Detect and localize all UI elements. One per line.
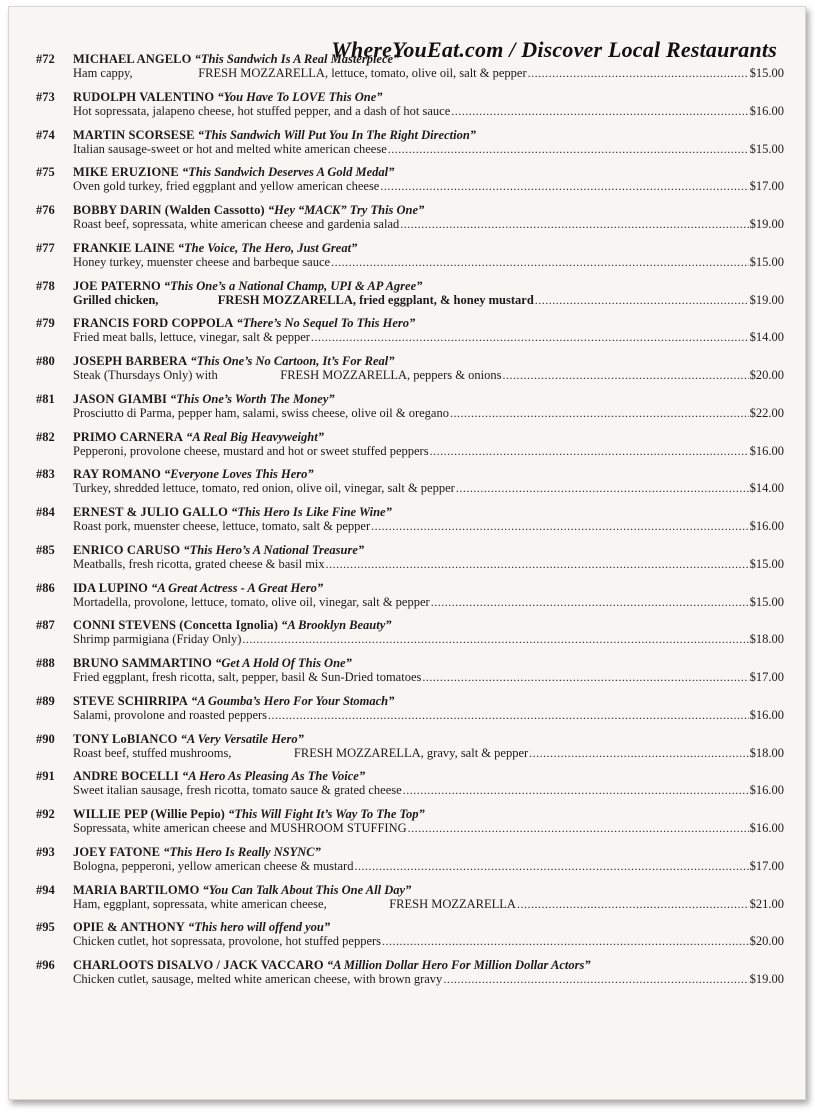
item-slogan: “This One’s No Cartoon, It’s For Real” — [190, 354, 395, 368]
item-detail — [73, 595, 784, 609]
dot-leader — [443, 972, 748, 986]
item-name: PRIMO CARNERA — [73, 429, 183, 444]
item-price: $16.00 — [749, 821, 784, 835]
item-number: #93 — [36, 844, 55, 859]
item-slogan: “This Hero Is Like Fine Wine” — [231, 505, 392, 519]
item-name: TONY LoBIANCO — [73, 731, 178, 746]
menu-item — [0, 883, 815, 921]
item-price: $16.00 — [749, 443, 784, 458]
item-heading — [73, 732, 785, 746]
item-slogan: “A Great Actress - A Great Hero” — [151, 580, 324, 595]
item-heading — [73, 279, 785, 293]
item-heading — [73, 807, 785, 821]
site-watermark: WhereYouEat.com / Discover Local Restaurants — [331, 37, 777, 62]
menu-item — [0, 694, 815, 732]
item-name: JASON GIAMBI — [73, 391, 167, 406]
item-price: $18.00 — [749, 632, 784, 647]
item-name: ANDRE BOCELLI — [73, 769, 179, 784]
menu-item — [0, 203, 815, 241]
item-heading — [73, 883, 785, 897]
item-price: $19.00 — [749, 292, 784, 307]
item-heading — [73, 392, 785, 406]
item-price: $20.00 — [749, 368, 784, 382]
item-number: #94 — [36, 882, 55, 897]
dot-leader — [422, 670, 748, 684]
item-heading — [73, 581, 785, 595]
menu-item — [0, 807, 815, 845]
item-description: Fried meat balls, lettuce, vinegar, salt & pepper — [73, 330, 310, 345]
item-slogan: “This hero will offend you” — [187, 920, 331, 935]
item-number: #89 — [36, 693, 55, 708]
item-detail — [73, 179, 784, 193]
item-detail — [73, 444, 784, 458]
item-name: BOBBY DARIN (Walden Cassotto) — [73, 203, 265, 217]
item-name: JOEY FATONE — [73, 844, 161, 859]
item-number: #84 — [36, 505, 55, 519]
item-detail — [73, 783, 784, 797]
menu-item — [0, 354, 815, 392]
item-name: STEVE SCHIRRIPA — [73, 693, 188, 708]
item-price: $14.00 — [749, 330, 784, 345]
dot-leader — [371, 519, 748, 533]
item-detail — [73, 104, 784, 118]
item-price: $19.00 — [749, 217, 784, 231]
item-slogan: “You Can Talk About This One All Day” — [202, 882, 412, 897]
item-detail — [73, 859, 784, 873]
item-description: Hot sopressata, jalapeno cheese, hot stuffed pepper, and a dash of hot sauce — [73, 103, 451, 118]
dot-leader — [528, 66, 749, 80]
item-price: $15.00 — [749, 556, 784, 571]
item-price: $18.00 — [749, 745, 784, 760]
item-detail — [73, 897, 784, 911]
item-description: Fried eggplant, fresh ricotta, salt, pepper, basil & Sun-Dried tomatoes — [73, 670, 422, 684]
item-slogan: “This Will Fight It’s Way To The Top” — [228, 807, 425, 821]
item-heading — [73, 316, 785, 330]
item-detail — [73, 632, 784, 646]
item-detail — [73, 934, 784, 948]
item-slogan: “Hey “MACK” Try This One” — [267, 203, 425, 217]
item-detail — [73, 481, 784, 495]
item-name: CONNI STEVENS (Concetta Ignolia) — [73, 618, 278, 633]
item-slogan: “This One’s a National Champ, UPI & AP Agree” — [163, 278, 423, 293]
item-name: FRANKIE LAINE — [73, 240, 175, 255]
item-description: Sweet italian sausage, fresh ricotta, tomato sauce & grated cheese — [73, 783, 402, 798]
item-price: $22.00 — [749, 405, 784, 420]
item-number: #75 — [36, 165, 55, 180]
item-slogan: “This One’s Worth The Money” — [170, 391, 335, 406]
item-number: #78 — [36, 278, 55, 293]
item-name: MICHAEL ANGELO — [73, 52, 192, 66]
item-heading — [73, 128, 785, 142]
item-slogan: “A Million Dollar Hero For Million Dollar Actors” — [326, 958, 591, 972]
item-number: #91 — [36, 769, 55, 784]
item-heading — [73, 845, 785, 859]
menu-item — [0, 618, 815, 656]
item-detail — [73, 66, 784, 80]
item-detail — [73, 519, 784, 533]
item-description: Roast pork, muenster cheese, lettuce, tomato, salt & pepper — [73, 519, 371, 533]
item-detail — [73, 557, 784, 571]
item-name: OPIE & ANTHONY — [73, 920, 185, 935]
item-heading — [73, 618, 785, 632]
item-number: #85 — [36, 542, 55, 557]
dot-leader — [456, 481, 749, 495]
item-name: MARIA BARTILOMO — [73, 882, 200, 897]
item-number: #80 — [36, 354, 55, 368]
item-price: $17.00 — [749, 179, 784, 194]
dot-leader — [535, 293, 749, 307]
item-description: Chicken cutlet, sausage, melted white american cheese, with brown gravy — [73, 972, 443, 986]
item-price: $15.00 — [749, 141, 784, 156]
item-description: Shrimp parmigiana (Friday Only) — [73, 632, 242, 647]
item-heading — [73, 694, 785, 708]
dot-leader — [431, 595, 749, 609]
item-number: #73 — [36, 89, 55, 104]
item-price: $16.00 — [749, 783, 784, 798]
item-heading — [73, 920, 785, 934]
menu-item — [0, 165, 815, 203]
menu-item — [0, 467, 815, 505]
item-slogan: “This Hero’s A National Treasure” — [183, 542, 365, 557]
menu-item — [0, 90, 815, 128]
item-description: Italian sausage-sweet or hot and melted white american cheese — [73, 141, 387, 156]
item-price: $16.00 — [749, 707, 784, 722]
item-description: Ham cappy, FRESH MOZZARELLA, lettuce, tomato, olive oil, salt & pepper — [73, 66, 527, 80]
menu-item — [0, 128, 815, 166]
item-slogan: “A Very Versatile Hero” — [180, 731, 304, 746]
item-description: Mortadella, provolone, lettuce, tomato, olive oil, vinegar, salt & pepper — [73, 594, 430, 609]
item-slogan: “This Sandwich Deserves A Gold Medal” — [181, 165, 395, 180]
item-price: $15.00 — [749, 594, 784, 609]
item-detail — [73, 142, 784, 156]
menu-item — [0, 430, 815, 468]
item-description: Meatballs, fresh ricotta, grated cheese & basil mix — [73, 556, 325, 571]
item-name: CHARLOOTS DISALVO / JACK VACCARO — [73, 958, 324, 972]
dot-leader — [268, 708, 749, 722]
item-slogan: “A Real Big Heavyweight” — [186, 429, 324, 444]
menu-item — [0, 656, 815, 694]
item-number: #79 — [36, 316, 55, 331]
item-heading — [73, 90, 785, 104]
item-price: $17.00 — [749, 858, 784, 873]
dot-leader — [311, 330, 749, 344]
item-heading — [73, 467, 785, 481]
item-slogan: “A Hero As Pleasing As The Voice” — [181, 769, 366, 784]
item-description: Pepperoni, provolone cheese, mustard and hot or sweet stuffed peppers — [73, 443, 429, 458]
item-name: WILLIE PEP (Willie Pepio) — [73, 807, 225, 821]
menu-item — [0, 543, 815, 581]
item-price: $14.00 — [749, 481, 784, 496]
item-price: $19.00 — [749, 972, 784, 986]
item-heading — [73, 656, 785, 670]
item-detail — [73, 217, 784, 231]
item-number: #72 — [36, 52, 55, 66]
item-number: #81 — [36, 391, 55, 406]
item-detail — [73, 406, 784, 420]
item-number: #74 — [36, 127, 55, 142]
menu-list — [0, 52, 815, 996]
menu-item — [0, 769, 815, 807]
menu-item — [0, 505, 815, 543]
item-description: Grilled chicken, FRESH MOZZARELLA, fried eggplant, & honey mustard — [73, 292, 534, 307]
item-number: #90 — [36, 731, 55, 746]
item-price: $16.00 — [749, 103, 784, 118]
item-heading — [73, 52, 785, 66]
menu-item — [0, 392, 815, 430]
item-description: Oven gold turkey, fried eggplant and yellow american cheese — [73, 179, 380, 194]
item-description: Sopressata, white american cheese and MUSHROOM STUFFING — [73, 821, 407, 835]
item-slogan: “Get A Hold Of This One” — [215, 656, 352, 670]
dot-leader — [430, 444, 749, 458]
item-slogan: “This Sandwich Will Put You In The Right Direction” — [197, 127, 477, 142]
item-name: MIKE ERUZIONE — [73, 165, 179, 180]
item-price: $20.00 — [749, 934, 784, 949]
dot-leader — [380, 179, 748, 193]
dot-leader — [451, 104, 748, 118]
item-slogan: “This Sandwich Is A Real Masterpiece” — [194, 52, 400, 66]
dot-leader — [388, 142, 749, 156]
item-detail — [73, 255, 784, 269]
item-price: $15.00 — [749, 66, 784, 80]
item-description: Ham, eggplant, sopressata, white american cheese, FRESH MOZZARELLA — [73, 896, 516, 911]
item-heading — [73, 354, 785, 368]
item-name: JOSEPH BARBERA — [73, 354, 188, 368]
item-price: $17.00 — [749, 670, 784, 684]
dot-leader — [382, 934, 749, 948]
dot-leader — [403, 783, 749, 797]
item-name: RAY ROMANO — [73, 467, 161, 482]
item-detail — [73, 670, 784, 684]
dot-leader — [408, 821, 749, 835]
menu-item — [0, 316, 815, 354]
dot-leader — [502, 368, 748, 382]
item-slogan: “There’s No Sequel To This Hero” — [236, 316, 416, 331]
item-name: ERNEST & JULIO GALLO — [73, 505, 228, 519]
item-slogan: “A Goumba’s Hero For Your Stomach” — [190, 693, 395, 708]
item-description: Honey turkey, muenster cheese and barbeque sauce — [73, 254, 331, 269]
item-number: #88 — [36, 656, 55, 670]
item-number: #82 — [36, 429, 55, 444]
dot-leader — [450, 406, 749, 420]
menu-item — [0, 52, 815, 90]
item-name: RUDOLPH VALENTINO — [73, 89, 215, 104]
item-name: MARTIN SCORSESE — [73, 127, 195, 142]
item-detail — [73, 293, 784, 307]
item-heading — [73, 543, 785, 557]
item-slogan: “This Hero Is Really NSYNC” — [163, 844, 321, 859]
menu-item — [0, 279, 815, 317]
item-description: Salami, provolone and roasted peppers — [73, 707, 268, 722]
item-price: $16.00 — [749, 519, 784, 533]
menu-item — [0, 958, 815, 996]
item-name: IDA LUPINO — [73, 580, 148, 595]
dot-leader — [354, 859, 748, 873]
item-name: FRANCIS FORD COPPOLA — [73, 316, 234, 331]
item-number: #86 — [36, 580, 55, 595]
item-description: Roast beef, sopressata, white american cheese and gardenia salad — [73, 217, 400, 231]
item-description: Bologna, pepperoni, yellow american cheese & mustard — [73, 858, 354, 873]
item-number: #77 — [36, 240, 55, 255]
item-number: #83 — [36, 467, 55, 482]
item-number: #95 — [36, 920, 55, 935]
dot-leader — [400, 217, 748, 231]
menu-item — [0, 920, 815, 958]
item-slogan: “Everyone Loves This Hero” — [164, 467, 314, 482]
item-detail — [73, 368, 784, 382]
item-price: $21.00 — [749, 896, 784, 911]
item-description: Turkey, shredded lettuce, tomato, red onion, olive oil, vinegar, salt & pepper — [73, 481, 455, 496]
item-slogan: “You Have To LOVE This One” — [217, 89, 383, 104]
item-detail — [73, 330, 784, 344]
menu-item — [0, 732, 815, 770]
item-number: #87 — [36, 618, 55, 633]
item-detail — [73, 972, 784, 986]
item-heading — [73, 203, 785, 217]
dot-leader — [331, 255, 749, 269]
item-heading — [73, 165, 785, 179]
item-heading — [73, 241, 785, 255]
menu-item — [0, 581, 815, 619]
menu-item — [0, 241, 815, 279]
item-price: $15.00 — [749, 254, 784, 269]
item-detail — [73, 708, 784, 722]
dot-leader — [326, 557, 749, 571]
item-heading — [73, 769, 785, 783]
item-description: Prosciutto di Parma, pepper ham, salami, swiss cheese, olive oil & oregano — [73, 405, 449, 420]
dot-leader — [517, 897, 749, 911]
item-slogan: “The Voice, The Hero, Just Great” — [177, 240, 358, 255]
item-slogan: “A Brooklyn Beauty” — [281, 618, 392, 633]
item-description: Steak (Thursdays Only) with FRESH MOZZARELLA, peppers & onions — [73, 368, 502, 382]
item-name: BRUNO SAMMARTINO — [73, 656, 213, 670]
menu-item — [0, 845, 815, 883]
item-detail — [73, 746, 784, 760]
item-description: Roast beef, stuffed mushrooms, FRESH MOZZARELLA, gravy, salt & pepper — [73, 745, 529, 760]
dot-leader — [529, 746, 748, 760]
item-detail — [73, 821, 784, 835]
item-name: JOE PATERNO — [73, 278, 161, 293]
item-number: #96 — [36, 958, 55, 972]
item-number: #76 — [36, 203, 55, 217]
item-heading — [73, 505, 785, 519]
item-heading — [73, 958, 785, 972]
item-description: Chicken cutlet, hot sopressata, provolone, hot stuffed peppers — [73, 934, 382, 949]
item-name: ENRICO CARUSO — [73, 542, 181, 557]
item-heading — [73, 430, 785, 444]
item-number: #92 — [36, 807, 55, 821]
dot-leader — [242, 632, 748, 646]
